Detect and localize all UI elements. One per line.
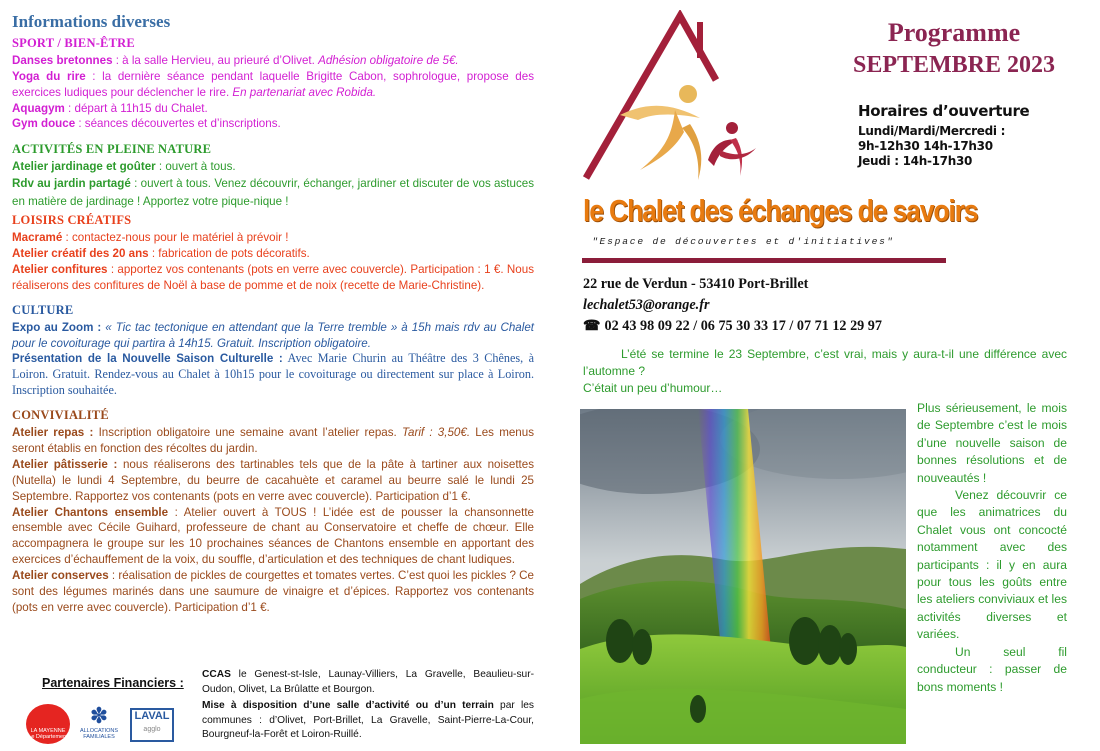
item-saison: Présentation de la Nouvelle Saison Culturelle : Avec Marie Churin au Théâtre des 3 Chênes, à Loiron. Gratuit. Rendez-vous au Chalet à 10h15 pour le covoiturage ou directement sur place à Loiron. Inscription souhaitée. — [12, 351, 534, 398]
danses-label: Danses bretonnes — [12, 53, 113, 67]
partners-block — [12, 668, 534, 748]
hours-line-2: 9h-12h30 14h-17h30 — [858, 139, 993, 153]
item-macrame: Macramé : contactez-nous pour le matériel à prévoir ! — [12, 231, 289, 245]
side-paragraph-1: Plus sérieusement, le mois de Septembre c’est le mois d’une nouvelle saison de bonnes résolutions et de nouveautés ! — [917, 401, 1067, 485]
item-gym: Gym douce : séances découvertes et d’inscriptions. — [12, 117, 281, 131]
salle-text: Mise à disposition d’une salle d’activité ou d’un terrain par les communes : d’Olivet, Port-Brillet, La Gravelle, Saint-Pierre-La-Cour, Bourgneuf-la-Forêt et Loiron-Ruillé. — [202, 700, 534, 740]
partner-logos — [26, 704, 196, 744]
section-main-title: Informations diverses — [12, 12, 171, 31]
email-link[interactable]: lechalet53@orange.fr — [583, 297, 710, 313]
item-yoga: Yoga du rire : la dernière séance pendant laquelle Brigitte Cabon, sophrologue, propose des exercices ludiques pour déclencher le rire. En partenariat avec Robida. — [12, 69, 534, 99]
programme-label: Programme — [887, 18, 1021, 47]
rainbow-landscape-photo — [580, 409, 906, 744]
phone-numbers: 02 43 98 09 22 / 06 75 30 33 17 / 07 71 12 29 97 — [604, 318, 882, 334]
item-rdv-jardin: Rdv au jardin partagé : ouvert à tous. Venez découvrir, échanger, jardiner et discuter de vos astuces en matière de jardinage ! Apportez votre pique-nique ! — [12, 177, 534, 208]
intro-line-2: C’était un peu d’humour… — [583, 381, 723, 395]
laval-agglo-logo: LAVAL agglo — [130, 708, 174, 742]
item-aquagym: Aquagym : départ à 11h15 du Chalet. — [12, 101, 208, 115]
side-paragraph-2: Venez découvrir ce que les animatrices du Chalet vous ont concocté notamment avec des participants : il y en aura pour tous les goûts entre les ateliers conviviaux et les activités diverses et variées. — [917, 488, 1067, 642]
item-conserves: Atelier conserves : réalisation de pickles de courgettes et tomates vertes. C’est quoi les pickles ? Ce sont des légumes marinés dans une saumure de vinaigre et d’épices. Rapportez vos contenants (pots en verre avec couvercle). Participation d’1 €. — [12, 569, 534, 614]
programme-title — [820, 16, 1088, 80]
item-confitures: Atelier confitures : apportez vos contenants (pots en verre avec couvercle). Participation : 1 €. Nous réaliserons des confitures de Noël à base de pomme et de noix (recette de Marie-Christine). — [12, 262, 534, 292]
address-line: 22 rue de Verdun - 53410 Port-Brillet — [583, 276, 809, 292]
partners-label: Partenaires Financiers : — [42, 676, 184, 690]
hours-line-3: Jeudi : 14h-17h30 — [858, 154, 973, 168]
contact-block — [583, 274, 983, 337]
mayenne-logo: LA MAYENNE Le Département — [26, 704, 70, 744]
chalet-logo — [580, 10, 780, 192]
hours-title: Horaires d’ouverture — [858, 102, 1030, 120]
caf-logo: ✽ ALLOCATIONS FAMILIALES — [76, 704, 122, 744]
item-repas: Atelier repas : Inscription obligatoire une semaine avant l’atelier repas. Tarif : 3,50€. Les menus seront établis en fonction des récoltes du jardin. — [12, 426, 534, 455]
left-column — [12, 14, 534, 616]
heading-nature: ACTIVITÉS EN PLEINE NATURE — [12, 142, 212, 157]
side-paragraph-3: Un seul fil conducteur : passer de bons moments ! — [917, 644, 1067, 694]
item-creatif: Atelier créatif des 20 ans : fabrication de pots décoratifs. — [12, 246, 310, 260]
intro-line-1: L’été se termine le 23 Septembre, c’est vrai, mais y aura-t-il une différence avec l’automne ? — [583, 347, 1067, 378]
heading-sport: SPORT / BIEN-ÊTRE — [12, 35, 135, 50]
item-expo: Expo au Zoom : « Tic tac tectonique en attendant que la Terre tremble » à 15h mais rdv au Chalet pour le covoiturage qui partira à 14h15. Gratuit. Inscription obligatoire. — [12, 320, 535, 350]
item-jardinage: Atelier jardinage et goûter : ouvert à tous. — [12, 160, 236, 174]
heading-loisirs: LOISIRS CRÉATIFS — [12, 213, 132, 228]
heading-convivialite: CONVIVIALITÉ — [12, 408, 109, 423]
opening-hours — [858, 102, 1088, 169]
ccas-text: CCAS le Genest-st-Isle, Launay-Villiers, La Gravelle, Beaulieu-sur-Oudon, Olivet, La Brûlatte et Bourgon. — [202, 669, 534, 695]
intro-text — [583, 346, 1067, 397]
item-chantons: Atelier Chantons ensemble : Atelier ouvert à TOUS ! L’idée est de pousser la chansonnette ensemble avec Cécile Guihard, professeure de chant au Conservatoire et cheffe de chœur. Elle accompagnera le groupe sur les 10 prochaines séances de Chantons ensemble en apportant des exercices d’échauffement de la voix, du souffle, d’articulation et des techniques de chant ludiques. — [12, 505, 535, 567]
partners-text — [202, 668, 534, 745]
heading-culture: CULTURE — [12, 302, 74, 317]
hours-line-1: Lundi/Mardi/Mercredi : — [858, 124, 1006, 138]
programme-month: SEPTEMBRE 2023 — [852, 52, 1056, 78]
chalet-name: le Chalet des échanges de savoirs — [583, 193, 978, 228]
phone-icon: ☎ — [583, 318, 601, 334]
item-danses: Danses bretonnes : à la salle Hervieu, au prieuré d’Olivet. Adhésion obligatoire de 5€. — [12, 53, 459, 67]
phone-line — [583, 316, 983, 337]
yoga-label: Yoga du rire — [12, 69, 86, 83]
side-text — [917, 400, 1067, 696]
chalet-tagline: "Espace de découvertes et d'initiatives" — [592, 236, 895, 247]
item-patisserie: Atelier pâtisserie : nous réaliserons des tartinables tels que de la pâte à tartiner aux noisettes (Nutella) le lundi 4 Septembre, du beurre de cacahuète et caramel au beurre salé le lundi 25 Septembre. Rapportez vos contenants (pots en verre avec couvercle). Participation d’1 €. — [12, 457, 534, 503]
header-divider — [582, 258, 946, 263]
caf-family-icon: ✽ — [89, 703, 109, 728]
